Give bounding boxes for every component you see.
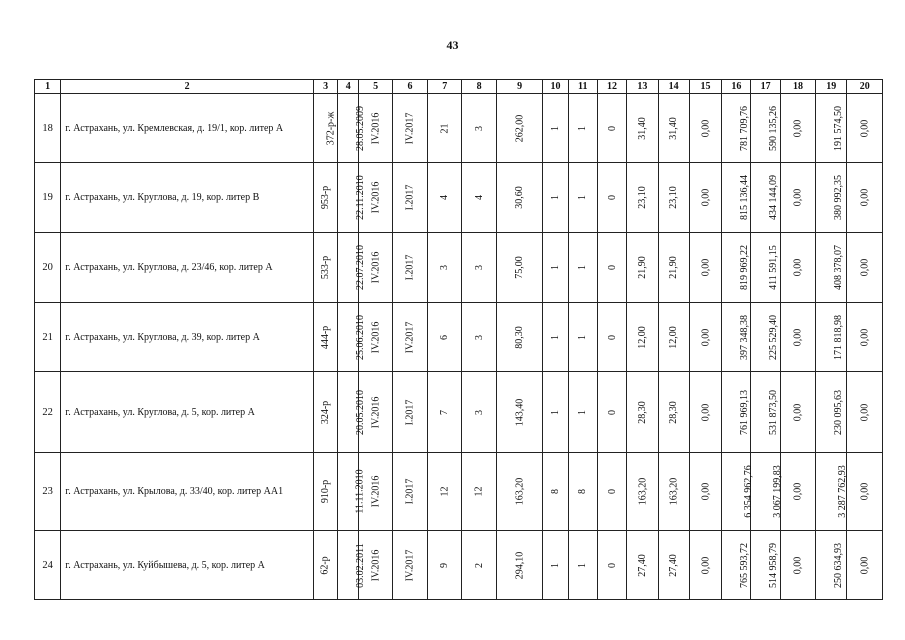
- cell-value: 23,10: [668, 186, 680, 209]
- header-row: [35, 80, 883, 94]
- header-cell: 15: [689, 80, 721, 94]
- header-cell: 12: [597, 80, 626, 94]
- cell-c14: [658, 303, 689, 372]
- cell-value: I.2017: [404, 478, 416, 505]
- cell-value: 3: [473, 125, 485, 131]
- header-cell: 2: [61, 80, 314, 94]
- table-row: [35, 163, 883, 233]
- cell-value: 444-р: [320, 325, 332, 349]
- cell-value: 4: [473, 195, 485, 200]
- cell-c18: [780, 303, 815, 372]
- cell-c18: [780, 163, 815, 233]
- cell-value: 1: [549, 195, 561, 200]
- cell-c6: [392, 163, 427, 233]
- cell-value: 0,00: [700, 119, 711, 137]
- cell-c19: [816, 303, 847, 372]
- cell-c8: [462, 163, 496, 233]
- cell-c12: [597, 233, 626, 303]
- cell-c12: [597, 303, 626, 372]
- cell-c15: [689, 233, 721, 303]
- cell-value: 62-р: [320, 555, 332, 575]
- cell-value: 910-р: [320, 479, 332, 504]
- cell-c7: [428, 531, 462, 600]
- cell-c9: [496, 233, 542, 303]
- cell-value: 163,20: [514, 477, 526, 506]
- cell-value: IV.2017: [404, 112, 416, 144]
- cell-value: 781 709,76: [739, 105, 751, 151]
- row-number: 20: [35, 233, 61, 303]
- cell-c18: [780, 372, 815, 453]
- cell-c4: [338, 531, 367, 600]
- address-cell: г. Астрахань, ул. Круглова, д. 5, кор. литер А: [61, 372, 314, 453]
- cell-c16: [722, 94, 751, 163]
- cell-value: 27,40: [668, 553, 680, 577]
- cell-value: 380 992,35: [833, 175, 845, 220]
- cell-value: 27,40: [636, 553, 648, 577]
- cell-c8: [462, 233, 496, 303]
- header-cell: 6: [392, 80, 427, 94]
- row-number: 21: [35, 303, 61, 372]
- cell-value: 28.05.2009: [355, 105, 367, 151]
- cell-value: 163,20: [668, 477, 680, 506]
- cell-c12: [597, 453, 626, 531]
- cell-c6: [392, 372, 427, 453]
- cell-value: IV.2016: [370, 112, 382, 144]
- cell-value: 3 287 762,93: [836, 465, 848, 518]
- cell-c6: [392, 233, 427, 303]
- cell-c11: [568, 233, 597, 303]
- cell-c3: [313, 372, 337, 453]
- cell-c4: [338, 372, 367, 453]
- cell-value: 20.05.2010: [355, 389, 367, 435]
- cell-value: 0,00: [700, 188, 711, 207]
- cell-c8: [462, 453, 496, 531]
- cell-c9: [496, 303, 542, 372]
- header-cell: 8: [462, 80, 496, 94]
- cell-value: 12: [473, 486, 485, 497]
- cell-value: 3: [439, 265, 451, 270]
- cell-value: 765 593,72: [739, 542, 751, 588]
- cell-c8: [462, 94, 496, 163]
- cell-c14: [658, 233, 689, 303]
- cell-value: 0,00: [792, 119, 804, 137]
- cell-value: 0,00: [700, 328, 711, 346]
- cell-c17: [751, 163, 780, 233]
- cell-value: 1: [577, 334, 589, 340]
- cell-value: I.2017: [404, 184, 416, 211]
- cell-c13: [627, 163, 658, 233]
- cell-value: 0,00: [700, 482, 711, 501]
- cell-value: 0,00: [859, 119, 871, 137]
- cell-c14: [658, 94, 689, 163]
- cell-c11: [568, 163, 597, 233]
- cell-c8: [462, 531, 496, 600]
- table-row: [35, 453, 883, 531]
- header-cell: 10: [543, 80, 568, 94]
- cell-c18: [780, 453, 815, 531]
- cell-c13: [627, 94, 658, 163]
- cell-c11: [568, 94, 597, 163]
- cell-c4: [338, 94, 367, 163]
- cell-c3: [313, 233, 337, 303]
- header-cell: 11: [568, 80, 597, 94]
- cell-value: 0,00: [859, 403, 871, 421]
- cell-value: 3: [473, 334, 485, 340]
- cell-c19: [816, 163, 847, 233]
- cell-c6: [392, 94, 427, 163]
- cell-value: 0: [606, 489, 618, 494]
- cell-value: 0: [606, 409, 618, 415]
- cell-c19: [816, 94, 847, 163]
- cell-value: 23,10: [636, 186, 648, 209]
- cell-c4: [338, 453, 366, 531]
- cell-c3: [313, 303, 337, 372]
- cell-c20: [847, 303, 883, 372]
- cell-value: 230 095,63: [833, 389, 845, 435]
- cell-c14: [658, 372, 689, 453]
- cell-value: 21,90: [668, 256, 680, 279]
- cell-c12: [597, 372, 626, 453]
- cell-c13: [627, 233, 658, 303]
- cell-value: IV.2016: [370, 475, 382, 508]
- cell-c19: [816, 453, 847, 531]
- cell-value: 3: [473, 409, 485, 415]
- header-cell: 20: [847, 80, 883, 94]
- cell-c15: [689, 372, 721, 453]
- row-number: 18: [35, 94, 61, 163]
- cell-c4: [338, 233, 367, 303]
- cell-value: 0: [606, 195, 618, 200]
- cell-c7: [428, 372, 462, 453]
- cell-value: 434 144,09: [768, 175, 780, 220]
- cell-value: 22.07.2010: [355, 245, 367, 290]
- table-row: [35, 303, 883, 372]
- cell-c13: [627, 303, 658, 372]
- cell-c17: [751, 372, 780, 453]
- address-cell: г. Астрахань, ул. Круглова, д. 23/46, кор. литер А: [61, 233, 314, 303]
- cell-c16: [722, 531, 751, 600]
- cell-value: 1: [549, 125, 561, 131]
- cell-c18: [780, 94, 815, 163]
- cell-c10: [543, 303, 568, 372]
- cell-value: 0: [606, 125, 618, 131]
- cell-value: 11.11.2010: [354, 469, 366, 514]
- cell-value: 6 354 962,76: [742, 465, 754, 518]
- cell-value: 1: [577, 265, 589, 270]
- cell-c16: [722, 372, 751, 453]
- header-cell: 3: [313, 80, 337, 94]
- cell-value: 408 378,07: [833, 245, 845, 290]
- header-cell: 7: [428, 80, 462, 94]
- cell-value: 514 958,79: [768, 542, 780, 588]
- cell-value: 1: [577, 562, 589, 568]
- cell-c15: [689, 303, 721, 372]
- cell-c14: [658, 531, 689, 600]
- cell-c15: [689, 163, 721, 233]
- cell-c7: [428, 233, 462, 303]
- cell-value: IV.2016: [370, 549, 382, 581]
- cell-c3: [313, 94, 337, 163]
- cell-value: 30,60: [514, 186, 526, 209]
- cell-value: 0,00: [859, 482, 871, 501]
- cell-value: 819 969,22: [739, 245, 751, 290]
- cell-c7: [428, 453, 462, 531]
- cell-value: 761 969,13: [739, 389, 751, 435]
- header-cell: 9: [496, 80, 542, 94]
- cell-c10: [543, 163, 568, 233]
- cell-value: 1: [577, 125, 589, 131]
- cell-c17: [751, 94, 780, 163]
- cell-c19: [816, 233, 847, 303]
- header-cell: 4: [338, 80, 359, 94]
- header-cell: 19: [816, 80, 847, 94]
- housing-program-table: [34, 79, 883, 600]
- row-number: 22: [35, 372, 61, 453]
- cell-value: 0,00: [859, 258, 871, 277]
- cell-c6: [392, 303, 427, 372]
- cell-value: 31,40: [636, 116, 648, 140]
- cell-c15: [689, 453, 721, 531]
- cell-c10: [543, 94, 568, 163]
- cell-c13: [627, 531, 658, 600]
- cell-value: 12: [439, 486, 451, 497]
- cell-c3: [313, 453, 337, 531]
- cell-c20: [847, 453, 883, 531]
- cell-value: 0: [606, 265, 618, 270]
- cell-value: 0,00: [859, 328, 871, 346]
- cell-c18: [780, 233, 815, 303]
- cell-c11: [568, 372, 597, 453]
- header-cell: 17: [751, 80, 780, 94]
- cell-value: I.2017: [404, 254, 416, 281]
- cell-c7: [428, 163, 462, 233]
- cell-value: 163,20: [636, 477, 648, 506]
- cell-c8: [462, 303, 496, 372]
- cell-c17: [751, 233, 780, 303]
- cell-c20: [847, 94, 883, 163]
- cell-c10: [543, 531, 568, 600]
- cell-value: 21,90: [636, 256, 648, 279]
- cell-value: IV.2016: [370, 181, 382, 214]
- header-cell: 1: [35, 80, 61, 94]
- header-cell: 5: [359, 80, 392, 94]
- cell-c12: [597, 94, 626, 163]
- cell-c10: [543, 453, 568, 531]
- cell-c11: [568, 453, 597, 531]
- header-cell: 13: [627, 80, 658, 94]
- row-number: 23: [35, 453, 61, 531]
- cell-c14: [658, 163, 689, 233]
- cell-value: 397 348,38: [739, 314, 751, 360]
- cell-value: 22.11.2010: [355, 175, 367, 220]
- cell-c10: [543, 233, 568, 303]
- cell-value: 1: [549, 409, 561, 415]
- cell-c12: [597, 531, 626, 600]
- cell-c4: [338, 163, 367, 233]
- cell-c15: [689, 531, 721, 600]
- cell-c17: [751, 531, 780, 600]
- address-cell: г. Астрахань, ул. Крылова, д. 33/40, кор. литер АА1: [61, 453, 314, 531]
- cell-value: 28,30: [636, 400, 648, 424]
- cell-c20: [847, 531, 883, 600]
- cell-value: 250 634,93: [833, 542, 845, 588]
- cell-value: 1: [549, 334, 561, 340]
- cell-value: 0,00: [792, 556, 804, 574]
- cell-value: 0: [606, 334, 618, 340]
- header-cell: 16: [722, 80, 751, 94]
- cell-c9: [496, 372, 542, 453]
- header-cell: 18: [780, 80, 815, 94]
- cell-value: 0,00: [792, 258, 804, 277]
- cell-value: 2: [473, 562, 485, 568]
- cell-c6: [392, 531, 427, 600]
- cell-value: 3: [473, 265, 485, 270]
- cell-value: IV.2017: [404, 549, 416, 581]
- page-number: 43: [446, 38, 459, 52]
- cell-value: 815 136,44: [739, 175, 751, 220]
- cell-value: 143,40: [514, 398, 526, 426]
- cell-c20: [847, 163, 883, 233]
- address-cell: г. Астрахань, ул. Кремлевская, д. 19/1, кор. литер А: [61, 94, 314, 163]
- cell-value: 1: [577, 195, 589, 200]
- cell-value: 12,00: [668, 325, 680, 349]
- cell-c3: [313, 531, 337, 600]
- cell-c4: [338, 303, 367, 372]
- cell-value: 80,30: [514, 325, 526, 349]
- cell-c7: [428, 303, 462, 372]
- cell-c11: [568, 531, 597, 600]
- cell-c7: [428, 94, 462, 163]
- cell-value: 0,00: [792, 188, 804, 207]
- cell-value: 262,00: [514, 114, 526, 142]
- cell-c18: [780, 531, 815, 600]
- cell-value: 0,00: [859, 188, 871, 207]
- cell-value: 0,00: [700, 556, 711, 574]
- cell-value: IV.2016: [370, 396, 382, 428]
- cell-c16: [722, 163, 751, 233]
- cell-c17: [751, 303, 780, 372]
- cell-value: 25.06.2010: [355, 314, 367, 360]
- row-number: 19: [35, 163, 61, 233]
- table-row: [35, 94, 883, 163]
- cell-c6: [392, 453, 427, 531]
- cell-value: 1: [549, 562, 561, 568]
- cell-value: 7: [439, 409, 451, 415]
- row-number: 24: [35, 531, 61, 600]
- table-row: [35, 531, 883, 600]
- cell-value: 21: [439, 123, 451, 133]
- cell-value: IV.2016: [370, 251, 382, 284]
- cell-value: 225 529,40: [768, 314, 780, 360]
- cell-value: 0,00: [700, 403, 711, 421]
- cell-value: 9: [439, 562, 451, 568]
- cell-value: 8: [549, 489, 561, 494]
- cell-c15: [689, 94, 721, 163]
- cell-c9: [496, 453, 542, 531]
- cell-c16: [722, 233, 751, 303]
- cell-value: 0,00: [792, 328, 804, 346]
- cell-c19: [816, 372, 847, 453]
- cell-value: 191 574,50: [833, 105, 845, 151]
- cell-c17: [751, 453, 784, 531]
- address-cell: г. Астрахань, ул. Круглова, д. 39, кор. литер А: [61, 303, 314, 372]
- cell-value: 6: [439, 334, 451, 340]
- cell-c19: [816, 531, 847, 600]
- cell-value: 3 067 199,83: [772, 465, 784, 518]
- cell-value: I.2017: [404, 399, 416, 425]
- cell-c11: [568, 303, 597, 372]
- address-cell: г. Астрахань, ул. Куйбышева, д. 5, кор. литер А: [61, 531, 314, 600]
- cell-c16: [722, 303, 751, 372]
- cell-value: 12,00: [636, 325, 648, 349]
- cell-c20: [847, 233, 883, 303]
- cell-value: 0,00: [700, 258, 711, 277]
- cell-value: 31,40: [668, 116, 680, 140]
- cell-c13: [627, 372, 658, 453]
- cell-c8: [462, 372, 496, 453]
- cell-value: 0,00: [792, 482, 804, 501]
- cell-c9: [496, 94, 542, 163]
- cell-value: 0,00: [859, 556, 871, 574]
- cell-value: 533-р: [320, 255, 332, 280]
- cell-value: 590 135,26: [768, 105, 780, 151]
- cell-c9: [496, 531, 542, 600]
- cell-c3: [313, 163, 337, 233]
- cell-value: 28,30: [668, 400, 680, 424]
- table-row: [35, 372, 883, 453]
- address-cell: г. Астрахань, ул. Круглова, д. 19, кор. литер В: [61, 163, 314, 233]
- cell-value: 372-р-ж: [325, 111, 337, 145]
- cell-value: 03.02.2011: [355, 542, 367, 588]
- cell-value: 953-р: [320, 185, 332, 210]
- table-row: [35, 233, 883, 303]
- cell-c10: [543, 372, 568, 453]
- cell-value: IV.2017: [404, 321, 416, 353]
- cell-value: 0,00: [792, 403, 804, 421]
- cell-c12: [597, 163, 626, 233]
- cell-value: 8: [577, 489, 589, 494]
- cell-value: 0: [606, 562, 618, 568]
- cell-c20: [847, 372, 883, 453]
- cell-value: 294,10: [514, 551, 526, 579]
- cell-value: 411 591,15: [768, 245, 780, 290]
- cell-value: 531 873,50: [768, 389, 780, 435]
- cell-value: 1: [577, 409, 589, 415]
- cell-c16: [722, 453, 754, 531]
- cell-value: 4: [439, 195, 451, 200]
- cell-value: 324-р: [320, 400, 332, 424]
- cell-c13: [627, 453, 658, 531]
- cell-value: IV.2016: [370, 321, 382, 353]
- cell-value: 75,00: [514, 256, 526, 279]
- cell-c9: [496, 163, 542, 233]
- cell-value: 1: [549, 265, 561, 270]
- cell-value: 171 818,98: [833, 314, 845, 360]
- header-cell: 14: [658, 80, 689, 94]
- cell-c14: [658, 453, 689, 531]
